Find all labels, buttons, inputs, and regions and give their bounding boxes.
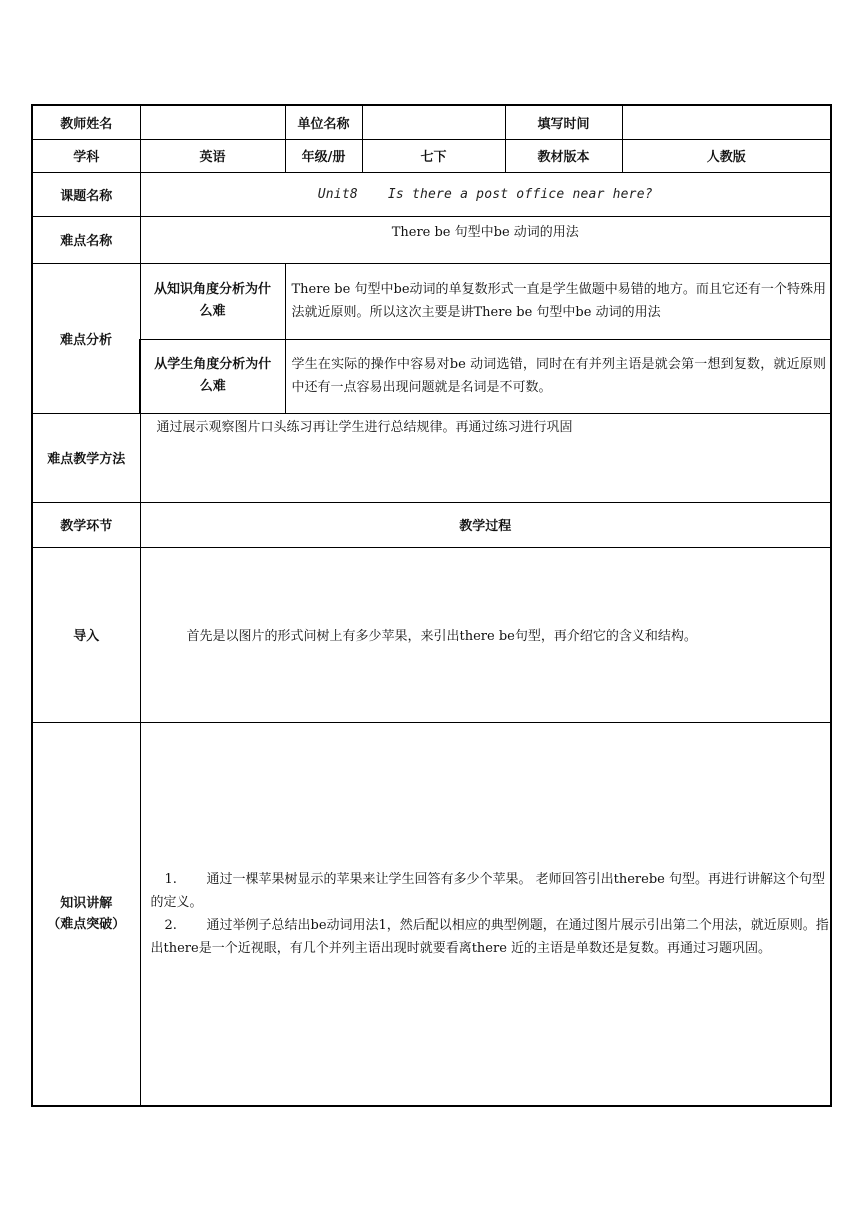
lesson-plan-table	[31, 104, 832, 1107]
unit-name-label: 单位名称	[285, 105, 362, 139]
intro-text: 首先是以图片的形式问树上有多少苹果，来引出there be句型，再介绍它的含义和结构。	[140, 547, 831, 722]
topic-row	[32, 172, 831, 216]
difficulty-value: There be 句型中be 动词的用法	[140, 216, 831, 263]
teacher-name-field[interactable]	[140, 105, 285, 139]
info-row-1	[32, 105, 831, 139]
intro-label: 导入	[32, 547, 140, 722]
edition-label: 教材版本	[505, 139, 622, 172]
info-row-2	[32, 139, 831, 172]
knowledge-angle-label: 从知识角度分析为什么难	[140, 263, 285, 339]
knowledge-item-1-number: 1.	[164, 871, 177, 887]
subject-value: 英语	[140, 139, 285, 172]
student-angle-label: 从学生角度分析为什么难	[140, 339, 285, 413]
edition-value: 人教版	[622, 139, 831, 172]
stage-header: 教学环节	[32, 502, 140, 547]
method-row	[32, 413, 831, 502]
topic-value	[140, 172, 831, 216]
method-text: 通过展示观察图片口头练习再让学生进行总结规律。再通过练习进行巩固	[140, 413, 831, 502]
analysis-label: 难点分析	[32, 263, 140, 413]
knowledge-label-line2: （难点突破）	[47, 916, 126, 932]
intro-row	[32, 547, 831, 722]
knowledge-body	[140, 722, 831, 1106]
grade-value: 七下	[362, 139, 505, 172]
analysis-student-row	[32, 339, 831, 413]
teacher-name-label: 教师姓名	[32, 105, 140, 139]
fill-time-field[interactable]	[622, 105, 831, 139]
topic-label: 课题名称	[32, 172, 140, 216]
knowledge-label-line1: 知识讲解	[60, 895, 113, 911]
difficulty-row	[32, 216, 831, 263]
topic-title: Is there a post office near here?	[387, 186, 653, 202]
fill-time-label: 填写时间	[505, 105, 622, 139]
knowledge-item-2-text: 通过举例子总结出be动词用法1，然后配以相应的典型例题，在通过图片展示引出第二个用法，就近原则。指出there是一个近视眼，有几个并列主语出现时就要看离there 近的主语是单数还是复数。再通过习题巩固。	[150, 917, 829, 956]
knowledge-label	[32, 722, 140, 1106]
knowledge-item-1	[151, 868, 831, 914]
knowledge-item-2	[151, 914, 831, 960]
topic-unit: Unit8	[317, 186, 358, 202]
knowledge-angle-text: There be 句型中be动词的单复数形式一直是学生做题中易错的地方。而且它还有一个特殊用法就近原则。所以这次主要是讲There be 句型中be 动词的用法	[285, 263, 831, 339]
knowledge-item-2-number: 2.	[164, 917, 177, 933]
process-header-row	[32, 502, 831, 547]
student-angle-text: 学生在实际的操作中容易对be 动词选错，同时在有并列主语是就会第一想到复数，就近原则中还有一点容易出现问题就是名词是不可数。	[285, 339, 831, 413]
knowledge-item-1-text: 通过一棵苹果树显示的苹果来让学生回答有多少个苹果。 老师回答引出therebe 句型。再进行讲解这个句型的定义。	[150, 871, 825, 910]
knowledge-row	[32, 722, 831, 1106]
analysis-knowledge-row	[32, 263, 831, 339]
difficulty-label: 难点名称	[32, 216, 140, 263]
unit-name-field[interactable]	[362, 105, 505, 139]
method-label: 难点教学方法	[32, 413, 140, 502]
process-header: 教学过程	[140, 502, 831, 547]
grade-label: 年级/册	[285, 139, 362, 172]
subject-label: 学科	[32, 139, 140, 172]
